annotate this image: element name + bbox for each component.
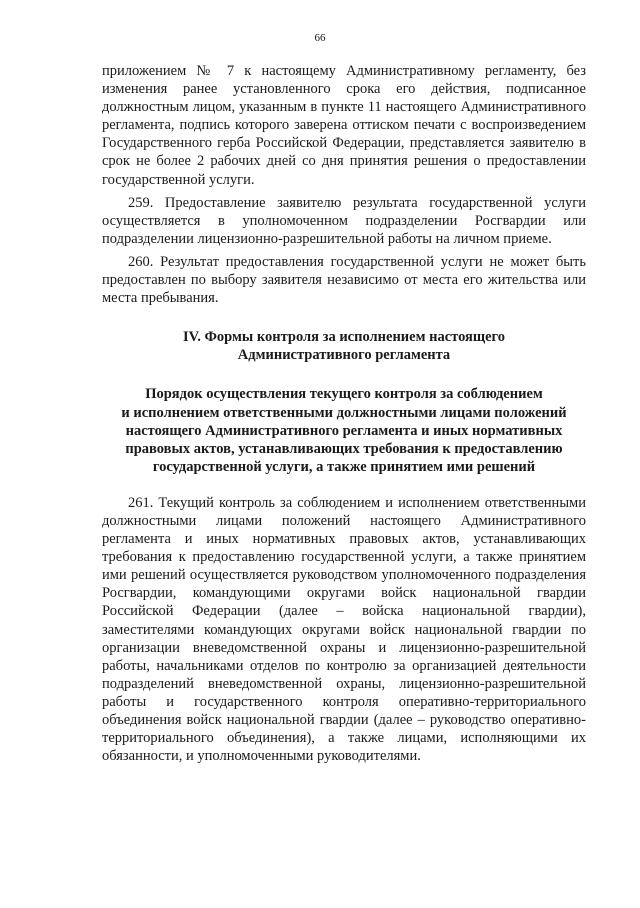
- section-title: IV. Формы контроля за исполнением настоящего Административного регламента: [182, 329, 506, 364]
- subsection-title: Порядок осуществления текущего контроля за соблюдением и исполнением ответственными должностными лицами положений настоящего Административного регламента и иных нормативных правовых актов, устанавливающих требования к предоставлению государственной услуги, а также принятием ими решений: [121, 386, 567, 475]
- page-content: [102, 62, 586, 765]
- paragraph-260: 260. Результат предоставления государственной услуги не может быть предоставлен по выбору заявителя независимо от места его жительства или места пребывания.: [102, 253, 586, 307]
- page-number: 66: [314, 32, 326, 44]
- paragraph-continuation: приложением № 7 к настоящему Административному регламенту, без изменения ранее установленного срока его действия, подписанное должностным лицом, указанным в пункте 11 настоящего Административного регламента, подпись которого заверена оттиском печати с воспроизведением Государственного герба Российской Федерации, представляется заявителю в срок не более 2 рабочих дней со дня принятия решения о предоставлении государственной услуги.: [102, 63, 586, 188]
- paragraph-261: 261. Текущий контроль за соблюдением и исполнением ответственными должностными лицами положений настоящего Административного регламента и иных нормативных правовых актов, устанавливающих требования к предоставлению государственной услуги, а также принятием ими решений осуществляется руководством уполномоченного подразделения Росгвардии, командующими округами войск национальной гвардии Российской Федерации (далее – войска национальной гвардии), заместителями командующих округами войск национальной гвардии по организации вневедомственной охраны и лицензионно-разрешительной работы, начальниками отделов по контролю за организацией деятельности подразделений вневедомственной охраны, лицензионно-разрешительной работы и государственного контроля оперативно-территориального объединения войск национальной гвардии (далее – руководство оперативно-территориального объединения), а также лицами, исполняющими их обязанности, и уполномоченными руководителями.: [102, 494, 586, 765]
- paragraph-259: 259. Предоставление заявителю результата государственной услуги осуществляется в уполномоченном подразделении Росгвардии или подразделении лицензионно-разрешительной работы на личном приеме.: [102, 194, 586, 247]
